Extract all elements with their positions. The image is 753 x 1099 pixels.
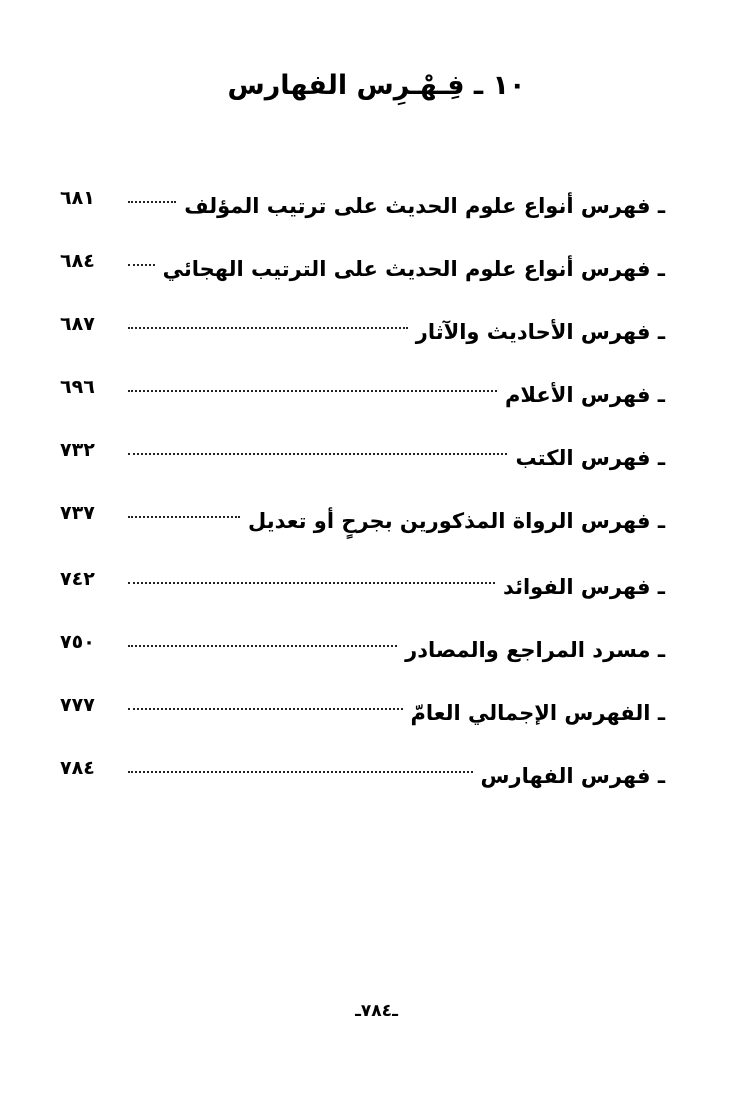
entry-title: ـ مسرد المراجع والمصادر — [405, 638, 665, 662]
entry-title: ـ فهرس أنواع علوم الحديث على ترتيب المؤلف — [184, 194, 665, 218]
dot-leader — [128, 516, 240, 518]
entry-page-number: ٧٥٠ — [60, 631, 95, 653]
index-entry — [60, 241, 665, 289]
entry-title: ـ فهرس الكتب — [515, 446, 665, 470]
dot-leader — [128, 453, 507, 455]
entry-page-number: ٦٩٦ — [60, 376, 95, 398]
dot-leader — [128, 264, 155, 266]
index-entry — [60, 304, 665, 352]
entry-title: ـ فهرس الفوائد — [502, 575, 665, 599]
dot-leader — [128, 327, 408, 329]
dot-leader — [128, 390, 497, 392]
entry-title: ـ فهرس الأعلام — [505, 383, 665, 407]
entry-page-number: ٦٨٤ — [60, 250, 95, 272]
entry-title: ـ فهرس الأحاديث والآثار — [415, 320, 665, 344]
section-heading: ١٠ ـ فِـهْـرِس الفهارس — [227, 70, 526, 101]
entry-page-number: ٧٣٢ — [60, 439, 95, 461]
entry-title: ـ فهرس الرواة المذكورين بجرحٍ أو تعديل — [247, 509, 665, 533]
index-entry — [60, 493, 665, 541]
index-entry — [60, 430, 665, 478]
entry-title: ـ الفهرس الإجمالي العامّ — [410, 701, 665, 725]
entry-title: ـ فهرس أنواع علوم الحديث على الترتيب الهجائي — [162, 257, 665, 281]
entry-page-number: ٧٧٧ — [60, 694, 95, 716]
index-entry — [60, 178, 665, 226]
dot-leader — [128, 771, 473, 773]
dot-leader — [128, 582, 495, 584]
entry-page-number: ٧٣٧ — [60, 502, 95, 524]
entry-page-number: ٦٨٧ — [60, 313, 95, 335]
page-number-footer: ـ٧٨٤ـ — [355, 1001, 398, 1021]
index-entry — [60, 367, 665, 415]
index-entry — [60, 685, 665, 733]
dot-leader — [128, 645, 397, 647]
index-entry — [60, 559, 665, 607]
dot-leader — [128, 201, 176, 203]
index-entry — [60, 622, 665, 670]
dot-leader — [128, 708, 403, 710]
entry-page-number: ٧٤٢ — [60, 568, 95, 590]
index-entry — [60, 748, 665, 796]
entry-page-number: ٧٨٤ — [60, 757, 95, 779]
entry-title: ـ فهرس الفهارس — [480, 764, 665, 788]
entry-page-number: ٦٨١ — [60, 187, 95, 209]
